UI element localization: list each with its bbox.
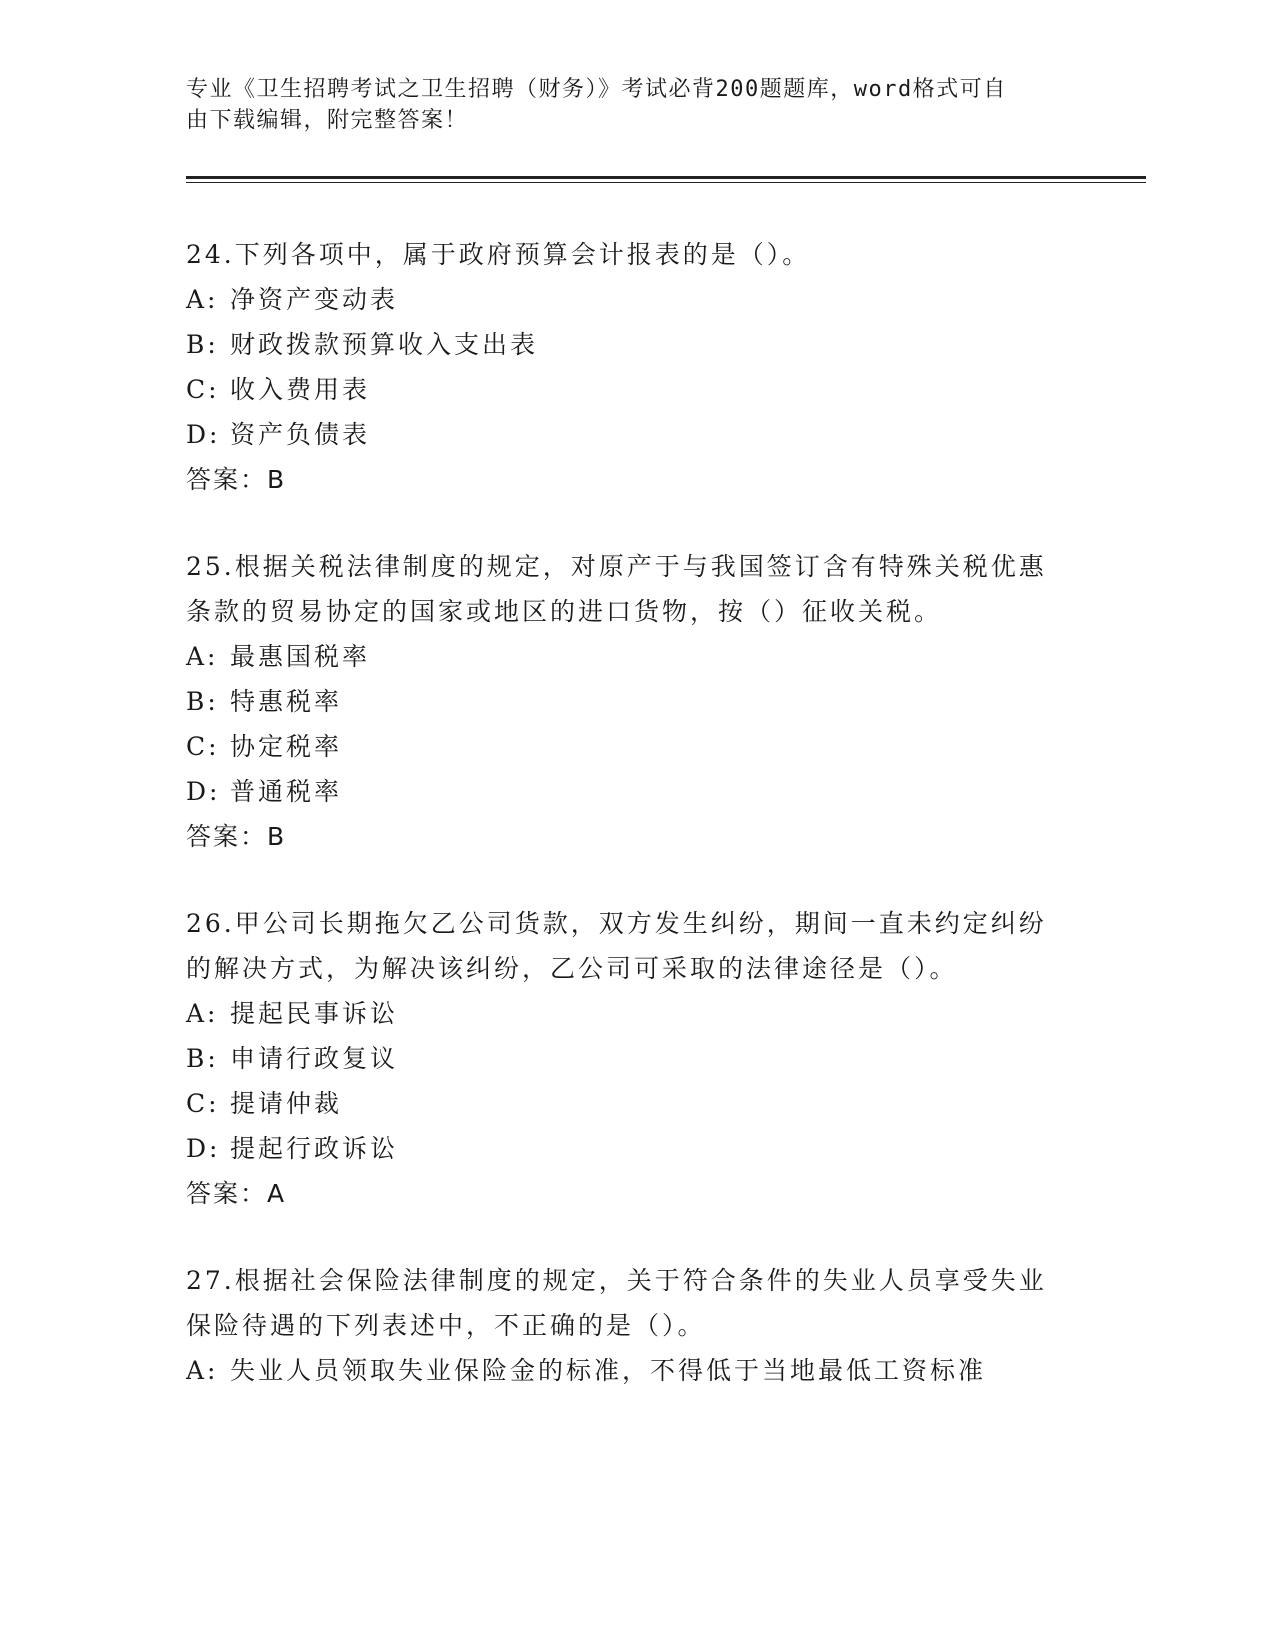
question-stem: 26.甲公司长期拖欠乙公司货款，双方发生纠纷，期间一直未约定纠纷 的解决方式，为解决该纠纷，乙公司可采取的法律途径是（）。 xyxy=(186,909,1047,983)
option-c: C: 收入费用表 xyxy=(186,375,371,404)
question-27 xyxy=(186,1258,1086,1393)
option-d: D: 普通税率 xyxy=(186,777,343,806)
question-list xyxy=(186,232,1086,1435)
option-b: B: 特惠税率 xyxy=(186,687,343,716)
option-a: A: 失业人员领取失业保险金的标准，不得低于当地最低工资标准 xyxy=(186,1356,987,1385)
option-a: A: 净资产变动表 xyxy=(186,285,399,314)
option-b: B: 财政拨款预算收入支出表 xyxy=(186,330,539,359)
option-a: A: 最惠国税率 xyxy=(186,642,371,671)
question-25 xyxy=(186,544,1086,859)
answer-text: 答案：A xyxy=(186,1179,287,1208)
question-stem: 27.根据社会保险法律制度的规定，关于符合条件的失业人员享受失业 保险待遇的下列表述中，不正确的是（）。 xyxy=(186,1266,1047,1340)
question-stem: 25.根据关税法律制度的规定，对原产于与我国签订含有特殊关税优惠 条款的贸易协定的国家或地区的进口货物，按（）征收关税。 xyxy=(186,552,1047,626)
answer-text: 答案：B xyxy=(186,822,287,851)
document-header xyxy=(186,74,1066,136)
header-line-2: 由下载编辑，附完整答案！ xyxy=(186,108,469,133)
question-stem: 24.下列各项中，属于政府预算会计报表的是（）。 xyxy=(186,240,811,269)
header-divider-thick xyxy=(186,176,1146,179)
question-24 xyxy=(186,232,1086,502)
option-b: B: 申请行政复议 xyxy=(186,1044,399,1073)
option-d: D: 提起行政诉讼 xyxy=(186,1134,399,1163)
option-c: C: 提请仲裁 xyxy=(186,1089,343,1118)
answer-text: 答案：B xyxy=(186,465,287,494)
header-line-1: 专业《卫生招聘考试之卫生招聘（财务）》考试必背200题题库，word格式可自 xyxy=(186,77,1007,102)
option-a: A: 提起民事诉讼 xyxy=(186,999,399,1028)
question-26 xyxy=(186,901,1086,1216)
header-divider-thin xyxy=(186,182,1146,183)
option-c: C: 协定税率 xyxy=(186,732,343,761)
option-d: D: 资产负债表 xyxy=(186,420,371,449)
